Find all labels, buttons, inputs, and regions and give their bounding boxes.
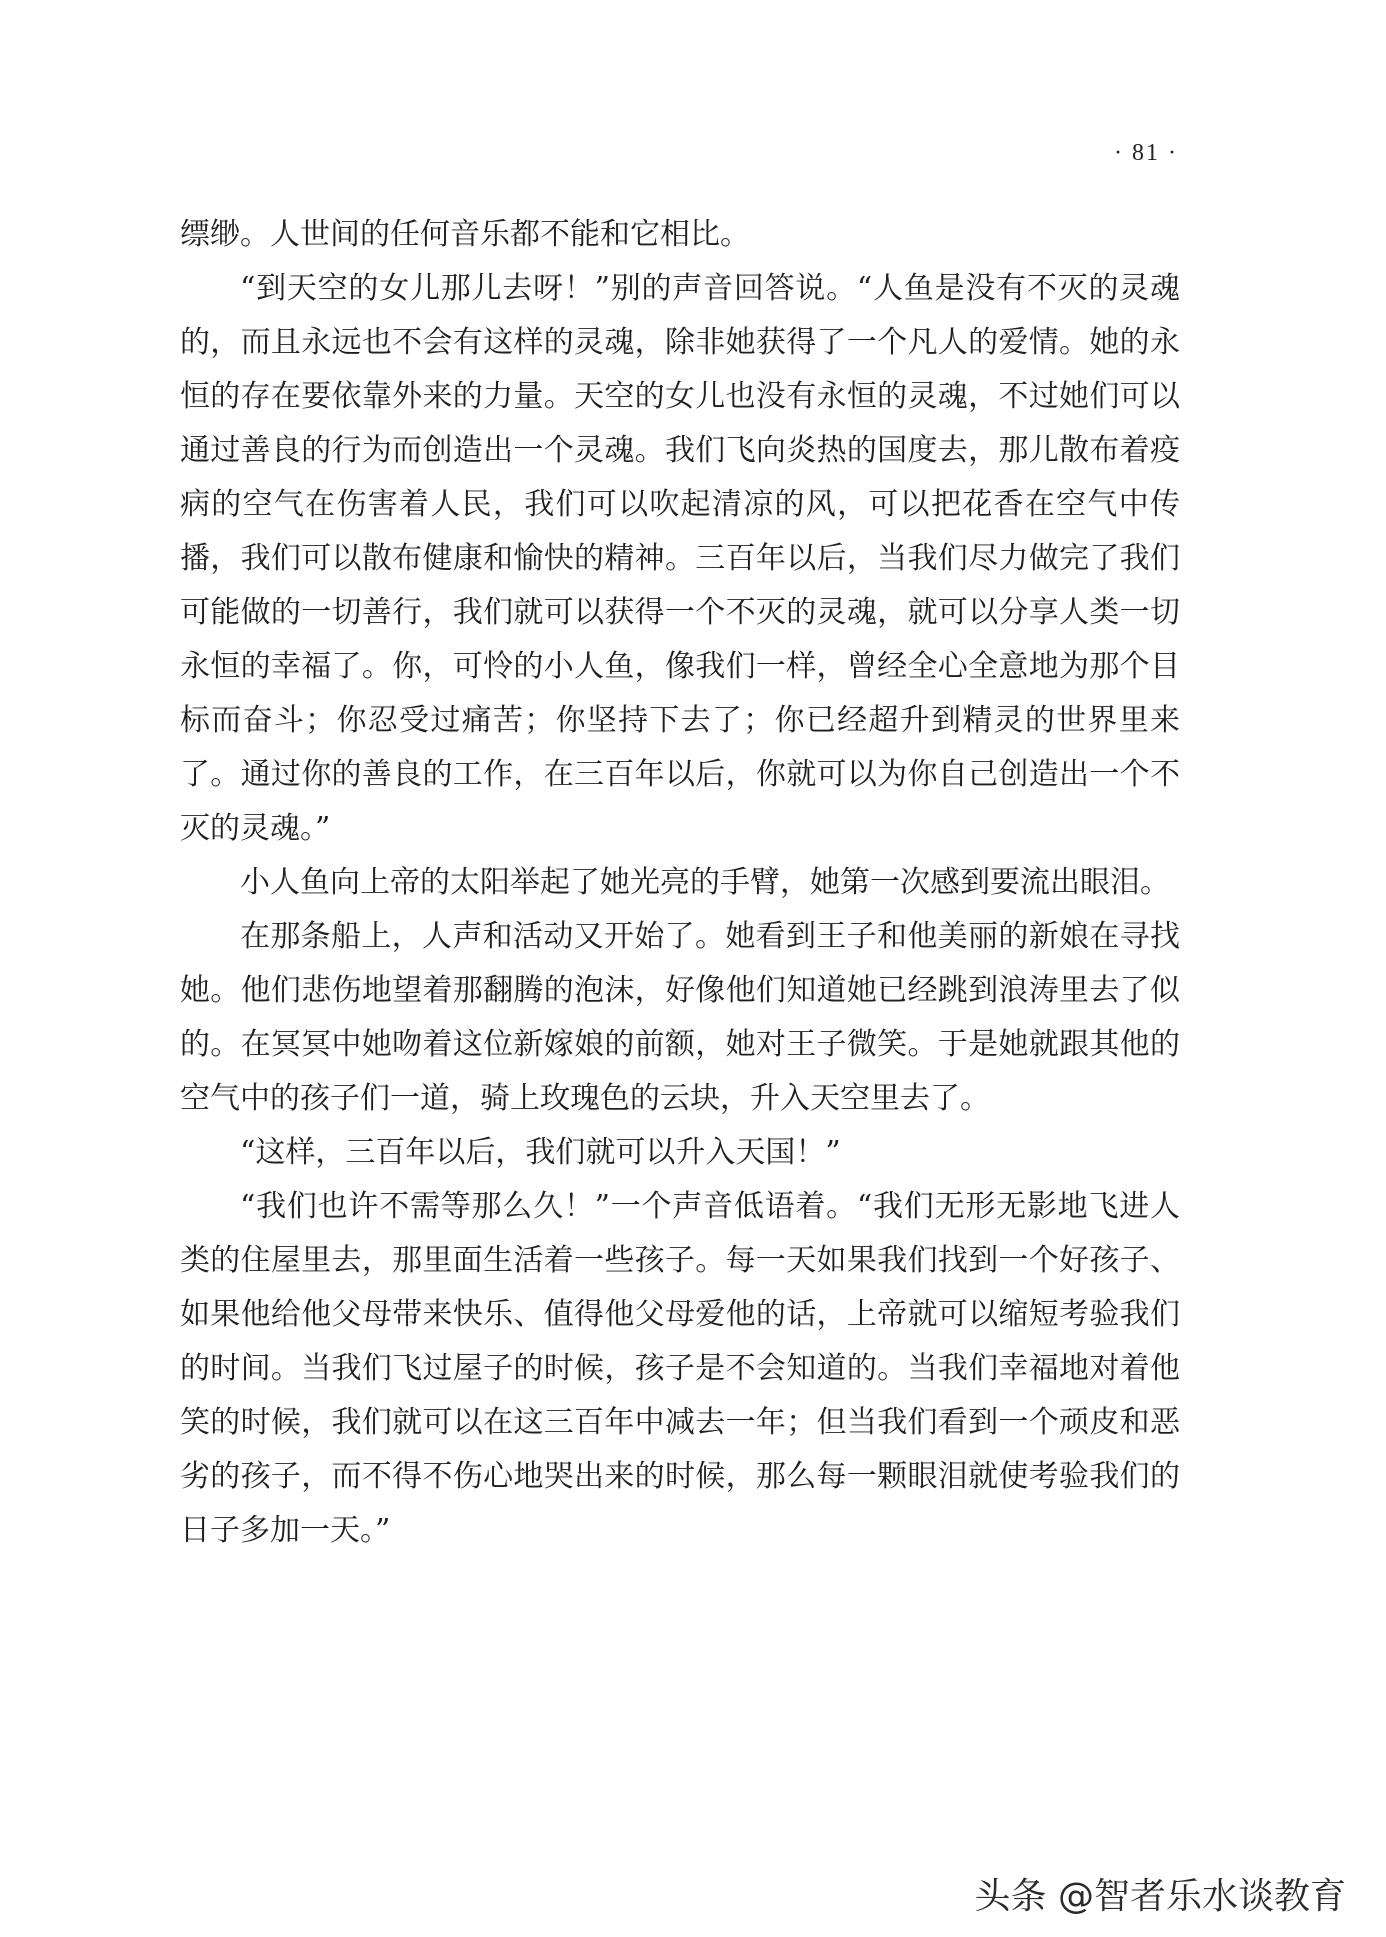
watermark: 头条 @智者乐水谈教育	[974, 1876, 1346, 1917]
body-text	[180, 208, 1180, 1558]
page-number: · 81 ·	[1114, 140, 1178, 166]
paragraph-1: 缥缈。人世间的任何音乐都不能和它相比。	[180, 217, 750, 252]
paragraph-4: 在那条船上，人声和活动又开始了。她看到王子和他美丽的新娘在寻找她。他们悲伤地望着那翻腾的泡沫，好像他们知道她已经跳到浪涛里去了似的。在冥冥中她吻着这位新嫁娘的前额，她对王子微笑。于是她就跟其他的空气中的孩子们一道，骑上玫瑰色的云块，升入天空里去了。	[180, 919, 1180, 1116]
paragraph-6: “我们也许不需等那么久！”一个声音低语着。“我们无形无影地飞进人类的住屋里去，那里面生活着一些孩子。每一天如果我们找到一个好孩子、如果他给他父母带来快乐、值得他父母爱他的话，上帝就可以缩短考验我们的时间。当我们飞过屋子的时候，孩子是不会知道的。当我们幸福地对着他笑的时候，我们就可以在这三百年中减去一年；但当我们看到一个顽皮和恶劣的孩子，而不得不伤心地哭出来的时候，那么每一颗眼泪就使考验我们的日子多加一天。”	[180, 1189, 1180, 1548]
paragraph-3: 小人鱼向上帝的太阳举起了她光亮的手臂，她第一次感到要流出眼泪。	[240, 865, 1170, 900]
paragraph-2: “到天空的女儿那儿去呀！”别的声音回答说。“人鱼是没有不灭的灵魂的，而且永远也不会有这样的灵魂，除非她获得了一个凡人的爱情。她的永恒的存在要依靠外来的力量。天空的女儿也没有永恒的灵魂，不过她们可以通过善良的行为而创造出一个灵魂。我们飞向炎热的国度去，那儿散布着疫病的空气在伤害着人民，我们可以吹起清凉的风，可以把花香在空气中传播，我们可以散布健康和愉快的精神。三百年以后，当我们尽力做完了我们可能做的一切善行，我们就可以获得一个不灭的灵魂，就可以分享人类一切永恒的幸福了。你，可怜的小人鱼，像我们一样，曾经全心全意地为那个目标而奋斗；你忍受过痛苦；你坚持下去了；你已经超升到精灵的世界里来了。通过你的善良的工作，在三百年以后，你就可以为你自己创造出一个不灭的灵魂。”	[180, 271, 1180, 846]
paragraph-5: “这样，三百年以后，我们就可以升入天国！”	[240, 1135, 841, 1170]
